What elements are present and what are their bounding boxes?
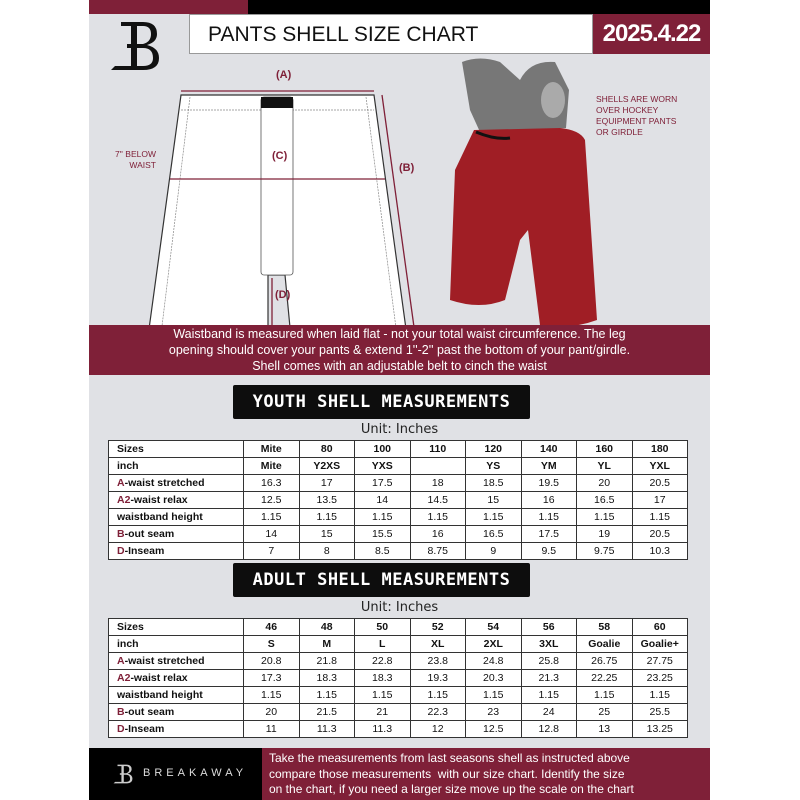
table-cell: 50: [355, 619, 411, 636]
table-cell: 16: [521, 492, 577, 509]
table-cell: 16.3: [244, 475, 300, 492]
measure-name: -out seam: [124, 527, 175, 540]
table-cell: 1.15: [577, 509, 633, 526]
measure-code: A: [117, 476, 125, 489]
table-cell: 160: [577, 441, 633, 458]
table-cell: 8.75: [410, 543, 466, 560]
table-cell: 1.15: [521, 509, 577, 526]
table-cell: 9.5: [521, 543, 577, 560]
table-cell: 16: [410, 526, 466, 543]
row-label: [109, 526, 244, 543]
table-cell: 1.15: [466, 687, 522, 704]
adult-size-table: [108, 618, 688, 738]
table-cell: L: [355, 636, 411, 653]
note-line: WAIST: [129, 160, 156, 170]
table-cell: Y2XS: [299, 458, 355, 475]
table-cell: 1.15: [355, 509, 411, 526]
note-line: OVER HOCKEY: [596, 105, 659, 115]
table-cell: 1.15: [299, 687, 355, 704]
table-row: [109, 687, 688, 704]
measure-name: -Inseam: [124, 544, 165, 557]
row-label: [109, 687, 244, 704]
table-cell: Goalie: [577, 636, 633, 653]
table-cell: M: [299, 636, 355, 653]
table-cell: YXL: [632, 458, 688, 475]
table-cell: 19.3: [410, 670, 466, 687]
table-cell: 23.25: [632, 670, 688, 687]
table-cell: 60: [632, 619, 688, 636]
table-cell: 10.3: [632, 543, 688, 560]
table-cell: 17.3: [244, 670, 300, 687]
measure-name: -out seam: [124, 705, 175, 718]
table-cell: Mite: [244, 458, 300, 475]
measure-code: A2: [117, 493, 131, 506]
table-cell: YL: [577, 458, 633, 475]
shell-worn-note: [596, 94, 677, 138]
table-cell: 18.3: [299, 670, 355, 687]
table-row: [109, 704, 688, 721]
table-cell: 25.8: [521, 653, 577, 670]
row-label: [109, 458, 244, 475]
table-cell: 14: [355, 492, 411, 509]
measure-name: Sizes: [117, 442, 144, 455]
table-cell: 1.15: [410, 687, 466, 704]
table-cell: 21.3: [521, 670, 577, 687]
table-cell: 2XL: [466, 636, 522, 653]
measure-name: waistband height: [117, 688, 203, 701]
table-cell: 17: [299, 475, 355, 492]
row-label: [109, 704, 244, 721]
label-c: (C): [272, 150, 288, 162]
table-cell: 21: [355, 704, 411, 721]
table-cell: 19: [577, 526, 633, 543]
table-cell: 120: [466, 441, 522, 458]
note-line: 7'' BELOW: [114, 149, 156, 159]
table-cell: 1.15: [299, 509, 355, 526]
row-label: [109, 441, 244, 458]
table-row: [109, 636, 688, 653]
table-cell: 22.8: [355, 653, 411, 670]
table-cell: 56: [521, 619, 577, 636]
table-cell: YXS: [355, 458, 411, 475]
table-cell: 12: [410, 721, 466, 738]
date-badge: 2025.4.22: [593, 14, 710, 54]
label-b: (B): [399, 162, 415, 174]
table-cell: 46: [244, 619, 300, 636]
table-cell: 1.15: [244, 687, 300, 704]
youth-size-table: [108, 440, 688, 560]
table-row: [109, 475, 688, 492]
measure-name: -waist stretched: [124, 476, 205, 489]
table-cell: [410, 458, 466, 475]
table-cell: 1.15: [521, 687, 577, 704]
table-cell: 20: [244, 704, 300, 721]
table-cell: 100: [355, 441, 411, 458]
table-cell: 3XL: [521, 636, 577, 653]
table-cell: 58: [577, 619, 633, 636]
table-cell: 7: [244, 543, 300, 560]
row-label: [109, 636, 244, 653]
table-cell: Goalie+: [632, 636, 688, 653]
table-cell: 20.5: [632, 475, 688, 492]
table-cell: 26.75: [577, 653, 633, 670]
table-cell: 18.3: [355, 670, 411, 687]
table-cell: 25.5: [632, 704, 688, 721]
table-cell: 18: [410, 475, 466, 492]
table-cell: 9: [466, 543, 522, 560]
table-cell: 9.75: [577, 543, 633, 560]
measure-code: A2: [117, 671, 131, 684]
table-row: [109, 526, 688, 543]
table-row: [109, 670, 688, 687]
table-cell: 24.8: [466, 653, 522, 670]
table-row: [109, 653, 688, 670]
measuring-instructions-banner: [89, 325, 710, 375]
table-cell: YS: [466, 458, 522, 475]
breakaway-logo-small: [112, 761, 134, 787]
banner-line: Waistband is measured when laid flat - not your total waist circumference. The leg: [173, 327, 626, 341]
footer-instructions: Take the measurements from last seasons shell as instructed above compare those measurements with our size chart. Identify the size on the chart, if you need a larger size move up the scale on the chart: [262, 748, 710, 800]
row-label: [109, 619, 244, 636]
measure-name: -waist relax: [130, 671, 188, 684]
banner-line: Shell comes with an adjustable belt to cinch the waist: [252, 359, 547, 373]
table-cell: 15.5: [355, 526, 411, 543]
table-cell: 180: [632, 441, 688, 458]
row-label: [109, 543, 244, 560]
table-row: [109, 509, 688, 526]
table-cell: 80: [299, 441, 355, 458]
table-row: [109, 441, 688, 458]
row-label: [109, 670, 244, 687]
label-d: (D): [275, 289, 291, 301]
measure-code: B: [117, 705, 125, 718]
measure-name: -waist relax: [130, 493, 188, 506]
row-label: [109, 492, 244, 509]
table-cell: 17.5: [355, 475, 411, 492]
table-cell: 20.3: [466, 670, 522, 687]
table-cell: 11: [244, 721, 300, 738]
table-cell: 1.15: [355, 687, 411, 704]
measure-name: -Inseam: [124, 722, 165, 735]
measure-code: D: [117, 722, 125, 735]
measure-name: -waist stretched: [124, 654, 205, 667]
row-label: [109, 653, 244, 670]
note-line: OR GIRDLE: [596, 127, 643, 137]
table-cell: 15: [299, 526, 355, 543]
table-cell: YM: [521, 458, 577, 475]
table-cell: 16.5: [466, 526, 522, 543]
row-label: [109, 475, 244, 492]
below-waist-note: [89, 149, 156, 171]
table-cell: Mite: [244, 441, 300, 458]
table-cell: 22.3: [410, 704, 466, 721]
table-cell: 20: [577, 475, 633, 492]
table-cell: 15: [466, 492, 522, 509]
table-row: [109, 458, 688, 475]
note-line: SHELLS ARE WORN: [596, 94, 678, 104]
table-cell: 25: [577, 704, 633, 721]
table-cell: 20.8: [244, 653, 300, 670]
table-cell: S: [244, 636, 300, 653]
table-cell: 20.5: [632, 526, 688, 543]
table-cell: 27.75: [632, 653, 688, 670]
table-row: [109, 721, 688, 738]
table-cell: 12.5: [244, 492, 300, 509]
measure-name: inch: [117, 637, 139, 650]
size-chart-page: [89, 0, 710, 800]
table-row: [109, 492, 688, 509]
table-cell: 14.5: [410, 492, 466, 509]
adult-unit: Unit: Inches: [360, 600, 439, 615]
table-cell: 1.15: [244, 509, 300, 526]
table-cell: XL: [410, 636, 466, 653]
measure-name: Sizes: [117, 620, 144, 633]
table-cell: 48: [299, 619, 355, 636]
table-cell: 19.5: [521, 475, 577, 492]
table-cell: 1.15: [410, 509, 466, 526]
youth-unit: Unit: Inches: [360, 422, 439, 437]
measure-code: B: [117, 527, 125, 540]
table-cell: 17: [632, 492, 688, 509]
table-cell: 11.3: [299, 721, 355, 738]
table-cell: 140: [521, 441, 577, 458]
table-cell: 1.15: [466, 509, 522, 526]
table-cell: 24: [521, 704, 577, 721]
measure-name: inch: [117, 459, 139, 472]
table-cell: 18.5: [466, 475, 522, 492]
note-line: EQUIPMENT PANTS: [596, 116, 677, 126]
table-cell: 22.25: [577, 670, 633, 687]
page-title: PANTS SHELL SIZE CHART: [189, 14, 593, 54]
measure-name: waistband height: [117, 510, 203, 523]
table-cell: 8: [299, 543, 355, 560]
table-cell: 21.5: [299, 704, 355, 721]
measure-code: A: [117, 654, 125, 667]
table-cell: 23.8: [410, 653, 466, 670]
table-cell: 12.5: [466, 721, 522, 738]
table-cell: 12.8: [521, 721, 577, 738]
table-cell: 21.8: [299, 653, 355, 670]
table-cell: 13.5: [299, 492, 355, 509]
measure-code: D: [117, 544, 125, 557]
youth-section-title: YOUTH SHELL MEASUREMENTS: [233, 385, 530, 419]
table-cell: 16.5: [577, 492, 633, 509]
adult-section-title: ADULT SHELL MEASUREMENTS: [233, 563, 530, 597]
table-cell: 52: [410, 619, 466, 636]
table-cell: 1.15: [632, 509, 688, 526]
table-cell: 1.15: [632, 687, 688, 704]
table-cell: 1.15: [577, 687, 633, 704]
brand-name: BREAKAWAY: [143, 767, 248, 779]
table-cell: 14: [244, 526, 300, 543]
table-cell: 110: [410, 441, 466, 458]
table-cell: 13.25: [632, 721, 688, 738]
row-label: [109, 721, 244, 738]
banner-line: opening should cover your pants & extend 1''-2'' past the bottom of your pant/girdle.: [168, 343, 631, 357]
table-cell: 11.3: [355, 721, 411, 738]
table-cell: 8.5: [355, 543, 411, 560]
table-row: [109, 619, 688, 636]
row-label: [109, 509, 244, 526]
table-cell: 54: [466, 619, 522, 636]
table-row: [109, 543, 688, 560]
table-cell: 23: [466, 704, 522, 721]
label-a: (A): [276, 69, 292, 81]
table-cell: 17.5: [521, 526, 577, 543]
table-cell: 13: [577, 721, 633, 738]
